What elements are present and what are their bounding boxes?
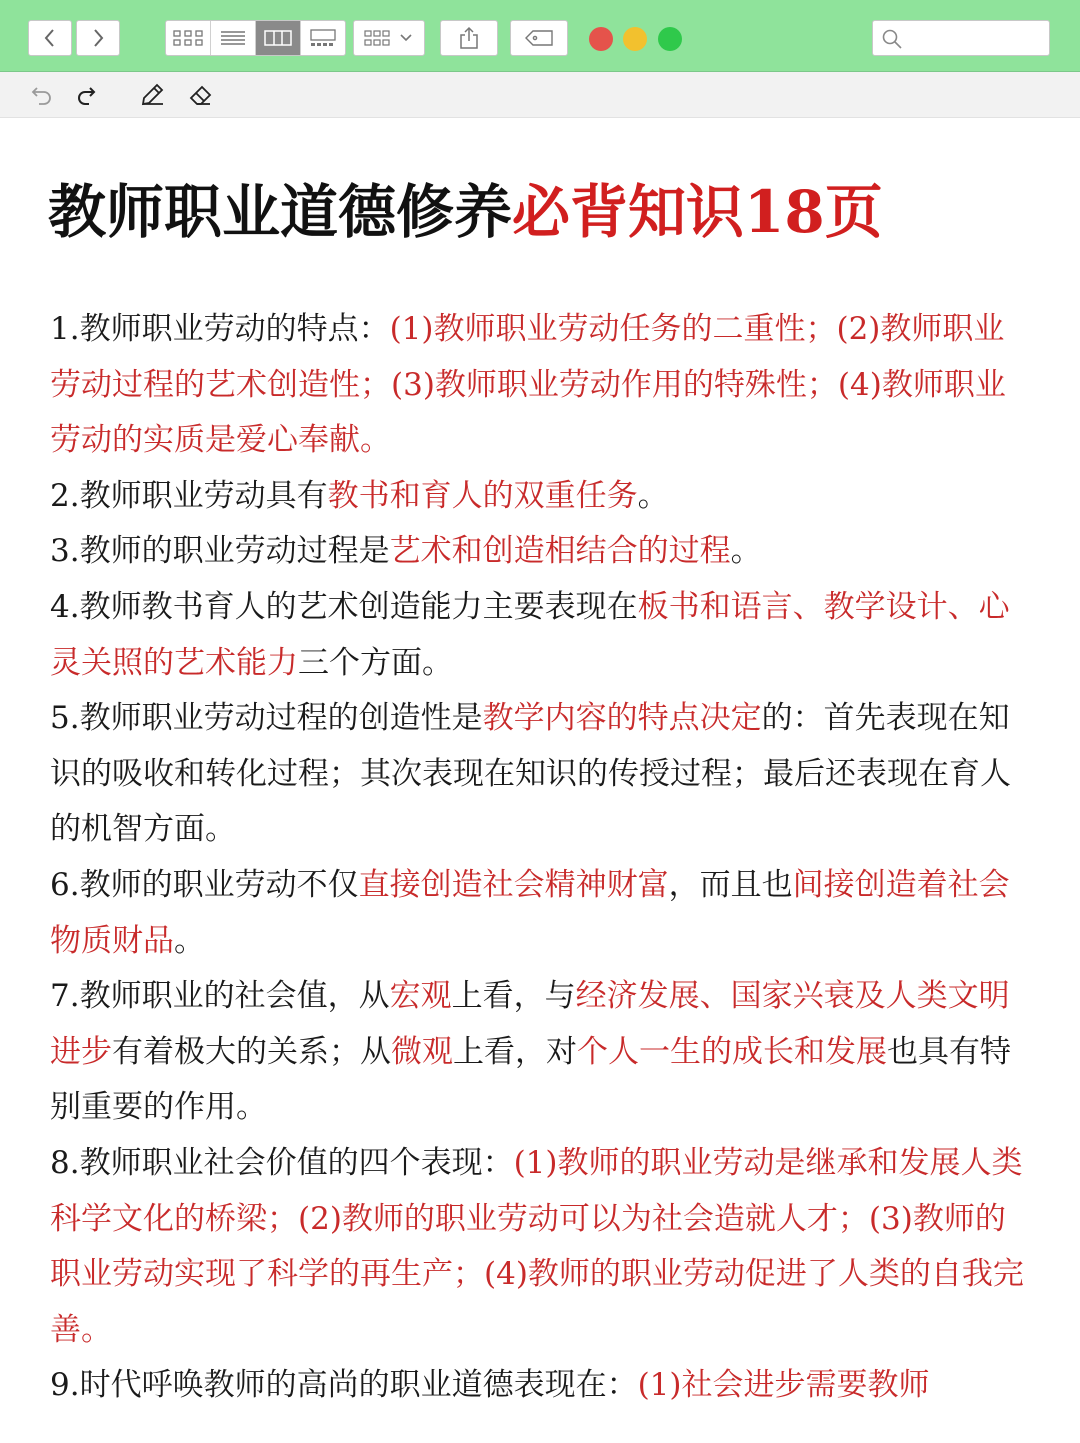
chevron-right-icon bbox=[91, 28, 105, 48]
pencil-icon bbox=[139, 82, 165, 108]
highlight-text: (1)教师的职业劳动是继承和发展人类科学文化的桥梁；(2)教师的职业劳动可以为社会造就人才；(3)教师的职业劳动实现了科学的再生产；(4)教师的职业劳动促进了人类的自我完善。 bbox=[50, 1144, 1024, 1348]
search-input[interactable] bbox=[909, 25, 1045, 53]
body-text: 。 bbox=[637, 477, 669, 514]
knowledge-item bbox=[50, 580, 1035, 691]
highlight-text: 间接创造着社会物质财品 bbox=[50, 866, 1010, 959]
view-mode-segmented-control bbox=[165, 20, 346, 56]
tag-button[interactable] bbox=[510, 20, 568, 56]
grid-view-icon bbox=[173, 29, 203, 47]
highlight-text: 宏观 bbox=[389, 978, 452, 1015]
eraser-tool-button[interactable] bbox=[186, 80, 216, 110]
knowledge-item bbox=[50, 691, 1035, 858]
body-text: 2.教师职业劳动具有 bbox=[50, 477, 328, 514]
knowledge-item bbox=[50, 969, 1035, 1136]
body-text: 的：首先表现在知识的吸收和转化过程；其次表现在知识的传授过程；最后还表现在育人的机智方面。 bbox=[50, 700, 1011, 848]
list-view-icon bbox=[220, 29, 246, 47]
knowledge-item bbox=[50, 1358, 1035, 1414]
body-text: 三个方面。 bbox=[298, 644, 453, 681]
body-text: 。 bbox=[730, 533, 762, 570]
redo-button[interactable] bbox=[72, 80, 102, 110]
undo-button[interactable] bbox=[27, 80, 57, 110]
highlight-text: 微观 bbox=[391, 1033, 453, 1070]
body-text: 7.教师职业的社会值，从 bbox=[50, 978, 390, 1015]
body-text: 6.教师的职业劳动不仅 bbox=[50, 866, 359, 903]
column-view-button[interactable] bbox=[256, 21, 301, 55]
share-icon bbox=[458, 26, 480, 50]
knowledge-item bbox=[50, 302, 1035, 469]
highlight-text: 教学内容的特点决定 bbox=[482, 700, 762, 737]
pencil-tool-button[interactable] bbox=[137, 80, 167, 110]
knowledge-item bbox=[50, 524, 1035, 580]
grid-view-button[interactable] bbox=[166, 21, 211, 55]
body-text: 3.教师的职业劳动过程是 bbox=[50, 533, 390, 570]
window-zoom-button[interactable] bbox=[658, 27, 682, 51]
body-text: 5.教师职业劳动过程的创造性是 bbox=[50, 700, 483, 737]
highlight-text: (1)教师职业劳动任务的二重性；(2)教师职业劳动过程的艺术创造性；(3)教师职业劳动作用的特殊性；(4)教师职业劳动的实质是爱心奉献。 bbox=[50, 311, 1006, 459]
column-view-icon bbox=[264, 29, 292, 47]
title-highlight: 必背知识18页 bbox=[512, 178, 883, 246]
search-icon bbox=[881, 28, 903, 50]
highlight-text: 直接创造社会精神财富 bbox=[358, 866, 669, 903]
document-page bbox=[0, 118, 1080, 1443]
body-text: ，而且也 bbox=[668, 866, 793, 903]
edit-toolbar bbox=[0, 72, 1080, 118]
highlight-text: 个人一生的成长和发展 bbox=[577, 1033, 887, 1070]
knowledge-item bbox=[50, 469, 1035, 525]
undo-icon bbox=[30, 84, 54, 106]
gallery-view-icon bbox=[309, 29, 337, 47]
group-by-button[interactable] bbox=[353, 20, 425, 56]
eraser-icon bbox=[188, 82, 214, 108]
tag-icon bbox=[524, 29, 554, 47]
body-text: 也具有特别重要的作用。 bbox=[50, 1033, 1011, 1126]
body-text: 8.教师职业社会价值的四个表现： bbox=[50, 1144, 514, 1181]
body-text: 9.时代呼唤教师的高尚的职业道德表现在： bbox=[50, 1367, 638, 1404]
highlight-text: 经济发展、国家兴衰及人类文明进步 bbox=[50, 978, 1010, 1070]
body-text: 上看，与 bbox=[451, 978, 576, 1015]
search-field[interactable] bbox=[872, 20, 1050, 56]
body-text: 4.教师教书育人的艺术创造能力主要表现在 bbox=[50, 588, 638, 625]
window-close-button[interactable] bbox=[589, 27, 613, 51]
body-text: 上看，对 bbox=[453, 1033, 577, 1070]
document-body bbox=[50, 302, 1035, 1414]
highlight-text: 艺术和创造相结合的过程 bbox=[389, 533, 731, 570]
knowledge-item bbox=[50, 1136, 1035, 1358]
document-title bbox=[48, 170, 1048, 254]
highlight-text: 教书和育人的双重任务 bbox=[327, 477, 638, 514]
gallery-view-button[interactable] bbox=[301, 21, 345, 55]
chevron-left-icon bbox=[43, 28, 57, 48]
window-minimize-button[interactable] bbox=[623, 27, 647, 51]
group-by-icon bbox=[363, 29, 415, 47]
body-text: 有着极大的关系；从 bbox=[112, 1033, 391, 1070]
body-text: 1.教师职业劳动的特点： bbox=[50, 311, 390, 347]
redo-icon bbox=[75, 84, 99, 106]
share-button[interactable] bbox=[440, 20, 498, 56]
list-view-button[interactable] bbox=[211, 21, 256, 55]
back-button[interactable] bbox=[28, 20, 72, 56]
window-titlebar bbox=[0, 0, 1080, 72]
highlight-text: 板书和语言、教学设计、心灵关照的艺术能力 bbox=[50, 588, 1010, 681]
highlight-text: (1)社会进步需要教师 bbox=[637, 1367, 930, 1404]
knowledge-item bbox=[50, 858, 1035, 969]
title-main: 教师职业道德修养 bbox=[48, 178, 513, 246]
forward-button[interactable] bbox=[76, 20, 120, 56]
body-text: 。 bbox=[174, 922, 205, 959]
